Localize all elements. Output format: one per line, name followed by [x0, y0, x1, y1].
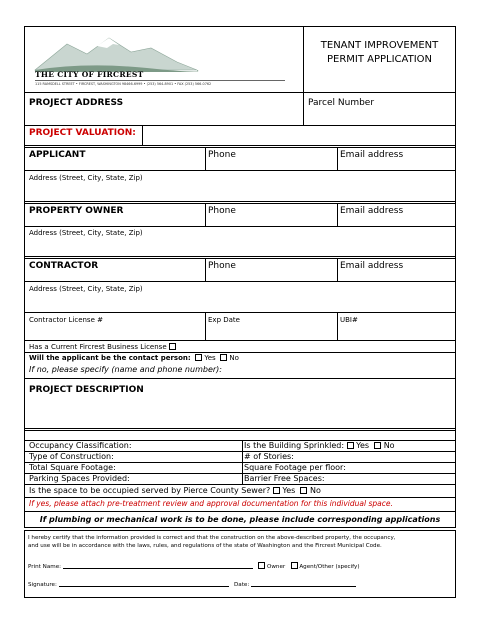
sewer-no-checkbox[interactable] — [300, 487, 307, 494]
square-footage-label: Total Square Footage: — [29, 463, 116, 472]
date-field[interactable] — [251, 579, 356, 587]
logo-rule — [35, 80, 285, 81]
form-border-right — [455, 26, 456, 528]
rule — [337, 203, 338, 226]
business-license-row — [29, 343, 176, 351]
contractor-label: CONTRACTOR — [29, 261, 99, 271]
certification-text-line2: and use will be in accordance with the laws, rules, and regulations of the state of Washington and the Fircrest Municipal Code. — [28, 543, 382, 549]
sewer-question: Is the space to be occupied served by Pierce County Sewer? — [29, 486, 271, 495]
occupancy-label: Occupancy Classification: — [29, 441, 132, 450]
logo-city-name: THE CITY OF FIRCREST — [35, 70, 144, 79]
exp-date-label: Exp Date — [208, 316, 240, 324]
contractor-phone-label: Phone — [208, 261, 236, 271]
sprinkled-no-label: No — [383, 441, 395, 450]
contact-person-question: Will the applicant be the contact person: — [29, 354, 191, 362]
ubi-label: UBI# — [340, 316, 358, 324]
rule — [24, 201, 456, 202]
applicant-phone-label: Phone — [208, 150, 236, 160]
rule — [24, 430, 456, 431]
rule — [24, 378, 456, 379]
contact-person-row — [29, 354, 239, 362]
project-valuation-field[interactable] — [143, 126, 454, 145]
rule — [24, 312, 456, 313]
print-name-field[interactable] — [63, 561, 253, 569]
parcel-number-label: Parcel Number — [308, 98, 375, 108]
project-address-label: PROJECT ADDRESS — [29, 98, 124, 108]
sprinkled-no-checkbox[interactable] — [374, 442, 381, 449]
city-logo — [27, 32, 285, 88]
form-title-line2: PERMIT APPLICATION — [326, 54, 433, 65]
rule — [24, 256, 456, 257]
project-valuation-label: PROJECT VALUATION: — [29, 128, 136, 138]
sewer-yes-label: Yes — [282, 486, 296, 495]
print-name-label: Print Name: — [28, 564, 62, 570]
contractor-email-label: Email address — [340, 261, 404, 271]
rule — [337, 258, 338, 281]
rule — [24, 145, 456, 146]
sqft-per-floor-label: Square Footage per floor: — [244, 463, 346, 472]
signature-row — [28, 579, 356, 589]
signature-label: Signature: — [28, 582, 57, 588]
contractor-address-label: Address (Street, City, State, Zip) — [29, 285, 143, 293]
rule — [24, 527, 456, 528]
contact-no-label: No — [229, 354, 239, 362]
rule — [24, 511, 456, 512]
owner-address-field[interactable] — [25, 239, 454, 255]
stories-label: # of Stories: — [244, 452, 294, 461]
project-description-field[interactable] — [25, 398, 454, 427]
rule — [205, 312, 206, 340]
print-name-row — [28, 561, 360, 571]
sprinkled-label: Is the Building Sprinkled: — [244, 441, 345, 450]
rule — [24, 428, 456, 429]
applicant-address-label: Address (Street, City, State, Zip) — [29, 174, 143, 182]
contact-yes-checkbox[interactable] — [195, 354, 202, 361]
rule — [337, 147, 338, 170]
agent-option-label: Agent/Other (specify) — [299, 564, 360, 570]
rule — [24, 484, 456, 485]
rule — [24, 281, 456, 282]
rule — [24, 258, 456, 259]
rule — [24, 352, 456, 353]
rule — [24, 147, 456, 148]
logo-address: 115 RAMSDELL STREET • FIRCREST, WASHINGTON 98466-6999 • (253) 564-8901 • FAX (253) 566-0762 — [35, 82, 212, 86]
rule — [24, 170, 456, 171]
owner-label: PROPERTY OWNER — [29, 206, 124, 216]
contact-specify-field[interactable] — [225, 364, 454, 376]
owner-address-label: Address (Street, City, State, Zip) — [29, 229, 143, 237]
parking-label: Parking Spaces Provided: — [29, 474, 130, 483]
business-license-checkbox[interactable] — [169, 343, 176, 350]
rule — [24, 340, 456, 341]
contractor-address-field[interactable] — [25, 295, 454, 311]
sewer-yes-checkbox[interactable] — [273, 487, 280, 494]
owner-email-label: Email address — [340, 206, 404, 216]
parcel-number-field[interactable] — [304, 110, 454, 124]
project-address-field[interactable] — [25, 93, 302, 124]
project-description-label: PROJECT DESCRIPTION — [29, 385, 144, 395]
form-border-top — [24, 26, 456, 27]
barrier-free-label: Barrier Free Spaces: — [244, 474, 325, 483]
applicant-label: APPLICANT — [29, 150, 86, 160]
contact-if-no-label: If no, please specify (name and phone number): — [29, 365, 222, 374]
date-label: Date: — [234, 582, 250, 588]
sewer-row — [29, 487, 321, 495]
sewer-note: If yes, please attach pre-treatment review and approval documentation for this individual space. — [29, 499, 393, 508]
plumbing-note: If plumbing or mechanical work is to be done, please include corresponding applications — [39, 515, 441, 524]
sprinkled-row — [244, 442, 395, 450]
sewer-no-label: No — [309, 486, 321, 495]
applicant-address-field[interactable] — [25, 184, 454, 200]
owner-option-label: Owner — [266, 564, 286, 570]
rule — [337, 312, 338, 340]
rule — [24, 203, 456, 204]
owner-phone-label: Phone — [208, 206, 236, 216]
form-title-line1: TENANT IMPROVEMENT — [320, 40, 439, 51]
business-license-label: Has a Current Fircrest Business License — [29, 343, 167, 351]
rule — [205, 147, 206, 170]
rule — [205, 203, 206, 226]
agent-checkbox[interactable] — [291, 562, 298, 569]
rule — [205, 258, 206, 281]
contact-no-checkbox[interactable] — [220, 354, 227, 361]
sprinkled-yes-checkbox[interactable] — [347, 442, 354, 449]
certification-text-line1: I hereby certify that the information provided is correct and that the construction on the above-described property, the occupancy, — [28, 535, 396, 541]
contractor-license-label: Contractor License # — [29, 316, 103, 324]
construction-type-label: Type of Construction: — [29, 452, 114, 461]
sprinkled-yes-label: Yes — [356, 441, 370, 450]
rule — [24, 497, 456, 498]
signature-field[interactable] — [59, 579, 229, 587]
applicant-email-label: Email address — [340, 150, 404, 160]
owner-checkbox[interactable] — [258, 562, 265, 569]
contact-yes-label: Yes — [204, 354, 216, 362]
rule — [24, 226, 456, 227]
